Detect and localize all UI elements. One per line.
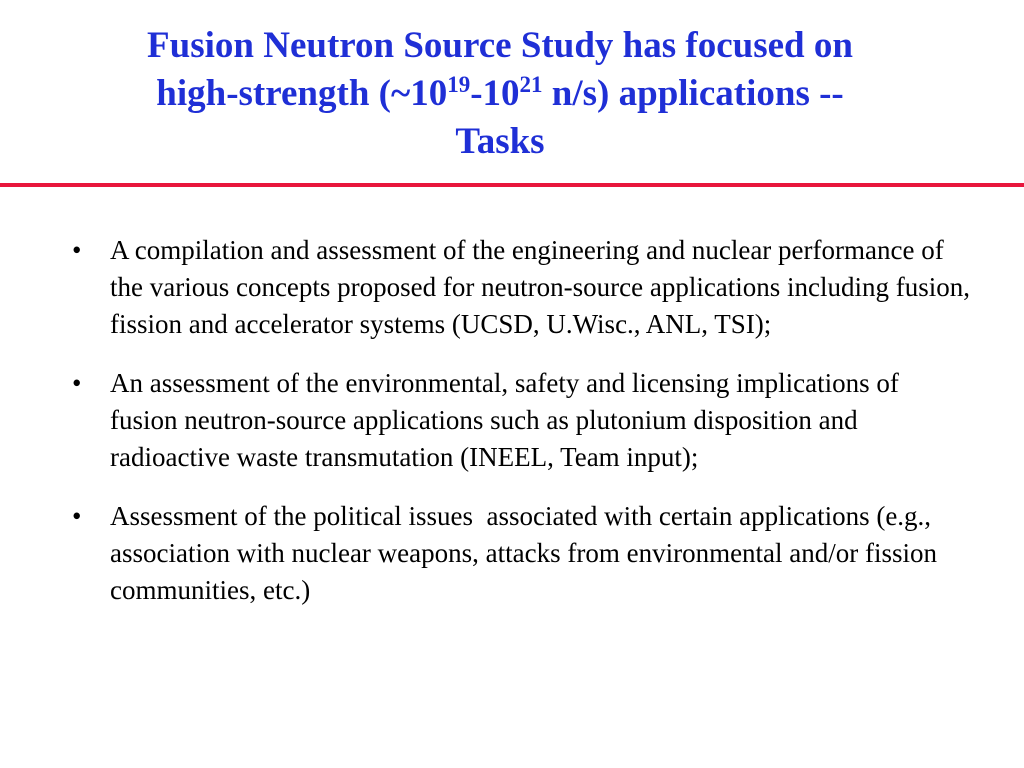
title-divider <box>0 183 1024 187</box>
bullet-text: An assessment of the environmental, safety and licensing implications of fusion neutron-source applications such as plutonium disposition and radioactive waste transmutation (INEEL, Team input); <box>110 368 899 472</box>
title-exponent-21: 21 <box>519 72 543 97</box>
slide-title <box>0 22 1000 166</box>
title-line-2-prefix: high-strength (~10 <box>156 73 448 114</box>
bullet-item <box>72 365 972 476</box>
bullet-item <box>72 498 972 609</box>
bullet-text: Assessment of the political issues associated with certain applications (e.g., association with nuclear weapons, attacks from environmental and/or fission communities, etc.) <box>110 501 944 605</box>
bullet-text: A compilation and assessment of the engineering and nuclear performance of the various concepts proposed for neutron-source applications including fusion, fission and accelerator systems (UCSD, U.Wisc., ANL, TSI); <box>110 235 971 339</box>
bullet-list <box>72 232 972 631</box>
title-line-1: Fusion Neutron Source Study has focused on <box>147 25 853 66</box>
title-line-2-mid: -10 <box>470 73 520 114</box>
bullet-marker: • <box>72 235 82 265</box>
title-line-2 <box>0 70 1000 118</box>
title-exponent-19: 19 <box>447 72 471 97</box>
bullet-item <box>72 232 972 343</box>
bullet-marker: • <box>72 501 82 531</box>
bullet-marker: • <box>72 368 82 398</box>
title-line-2-suffix: n/s) applications -- <box>542 73 844 114</box>
title-line-3: Tasks <box>455 121 545 162</box>
